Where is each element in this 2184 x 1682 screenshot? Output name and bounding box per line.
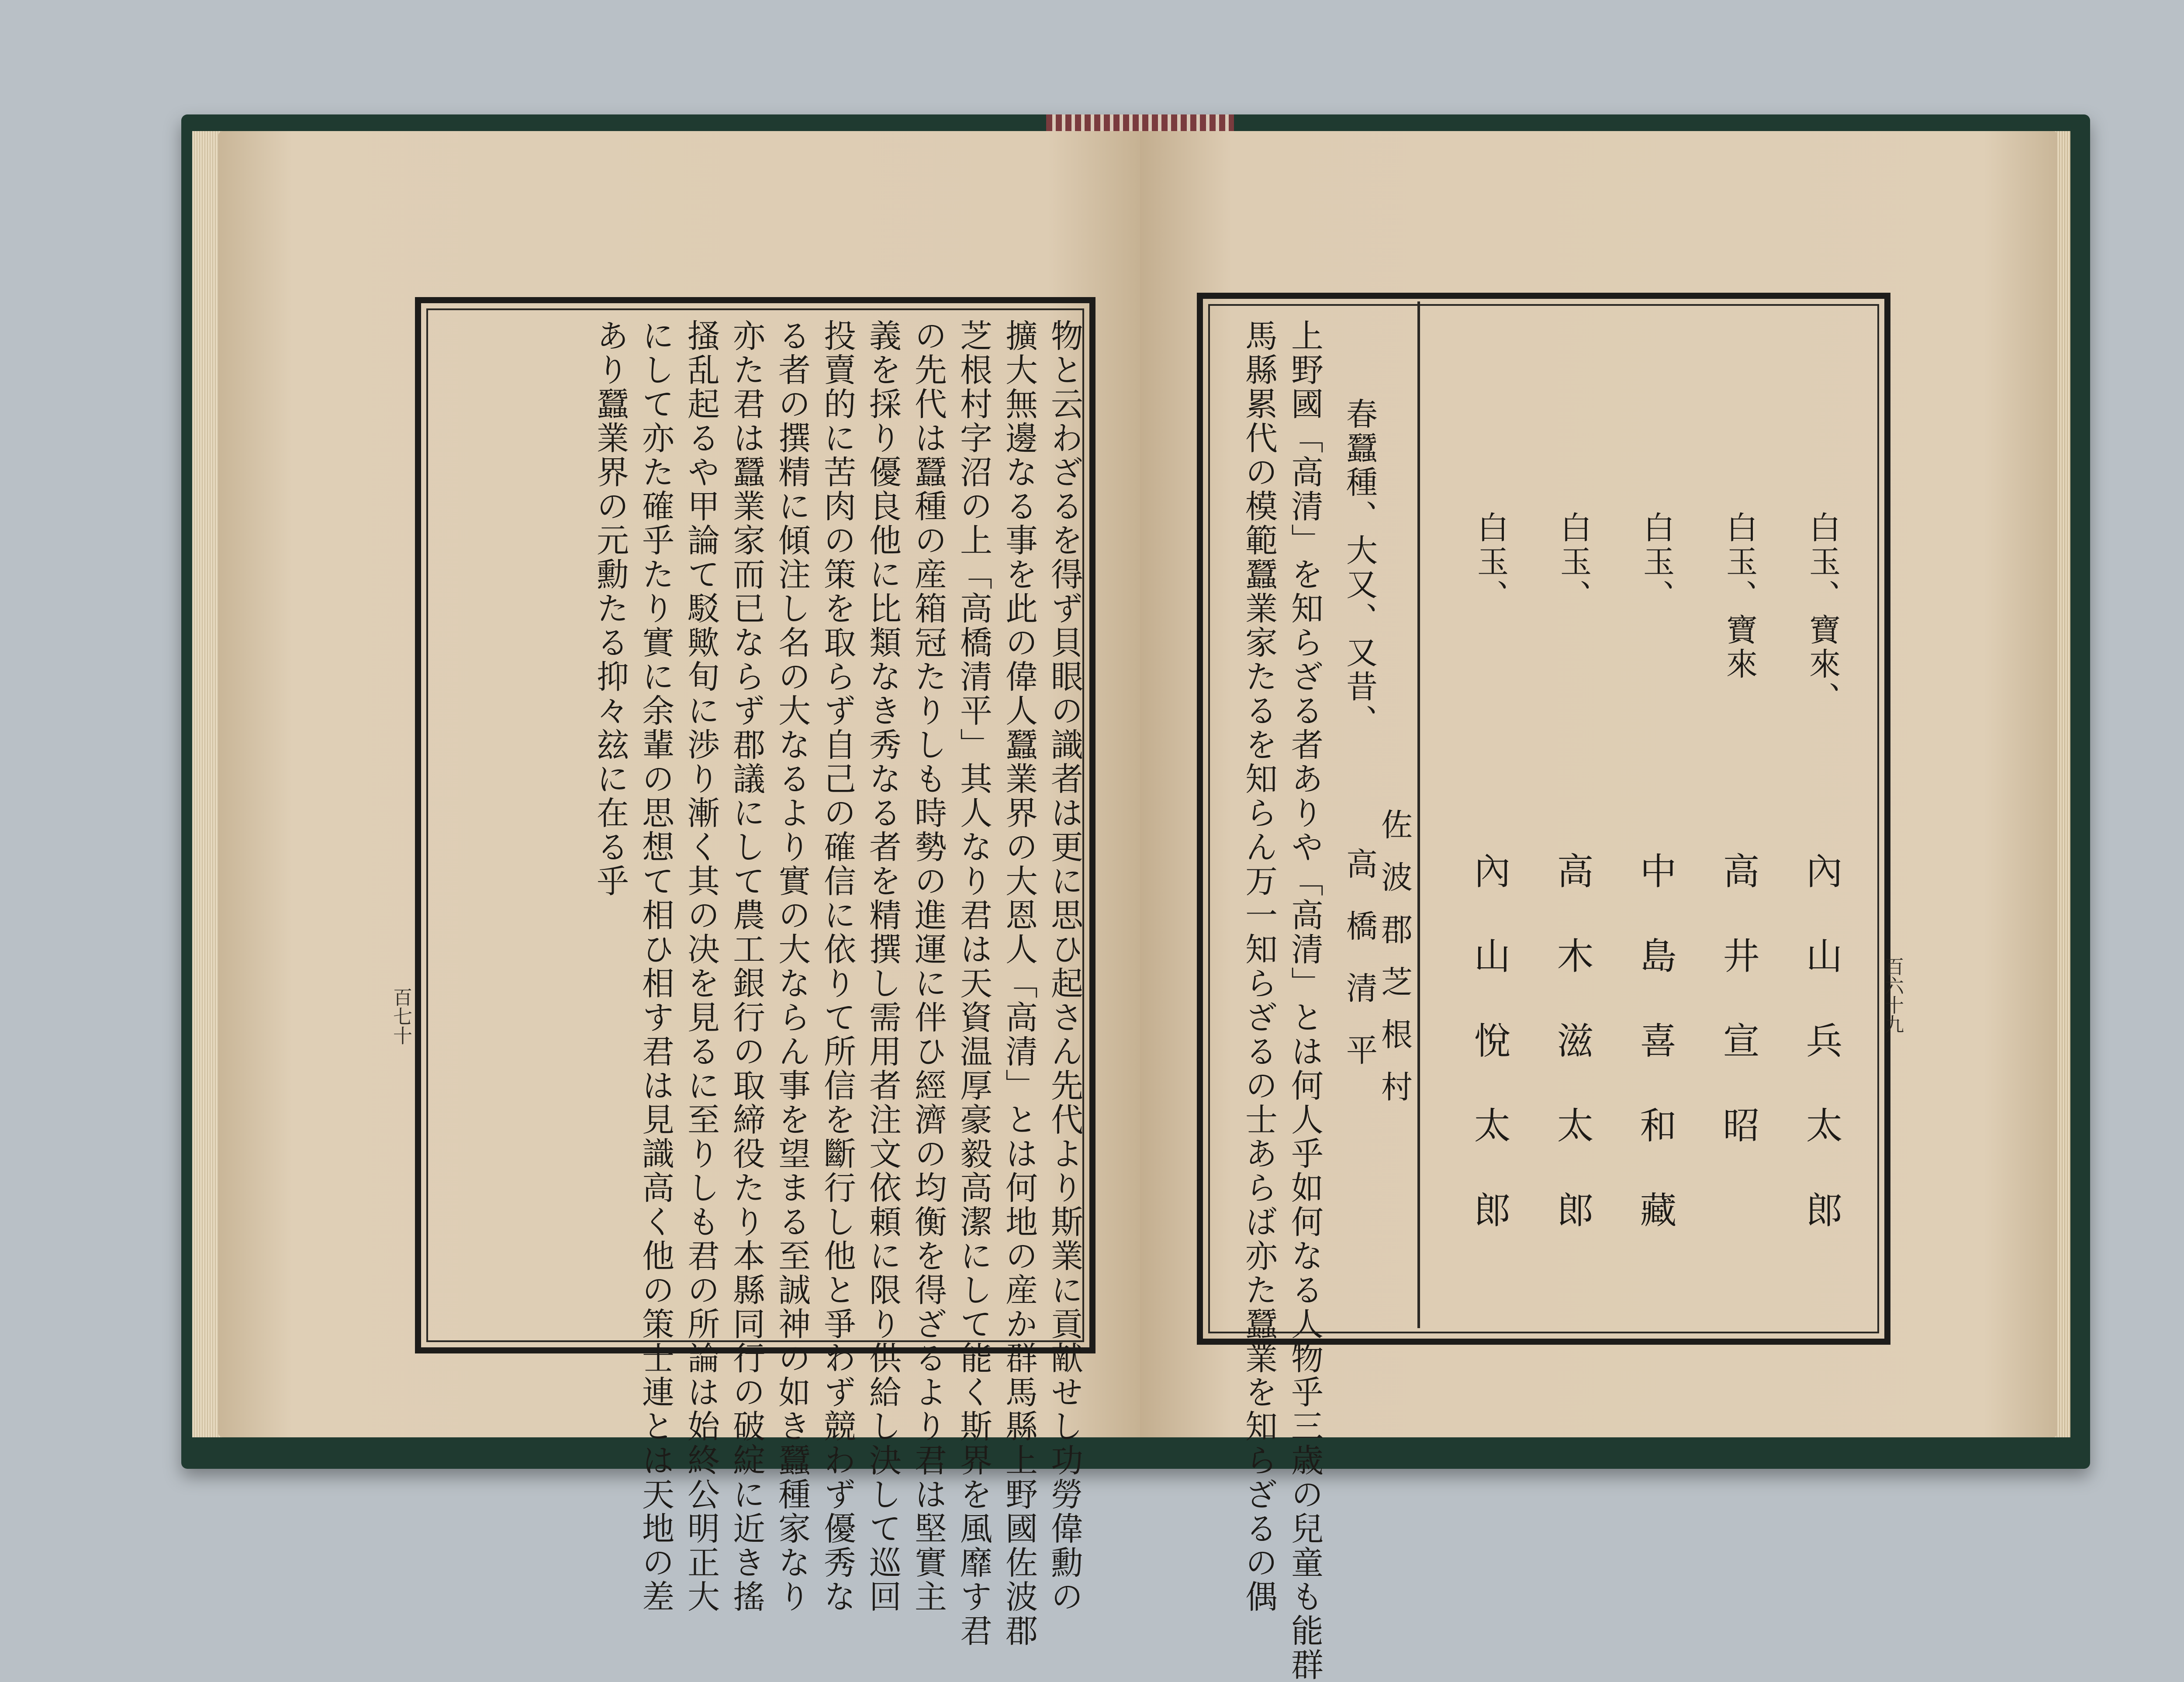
entry-variety: 白玉、寶來 (1721, 511, 1758, 682)
entry-variety: 白玉、 (1555, 511, 1592, 613)
body-text-column: 義を採り優良他に比類なき秀なる者を精撰し需用者注文依頼に限り供給し決して巡回 (864, 319, 902, 1614)
column-divider (1417, 301, 1420, 1328)
entry-name: 內山兵太郎 (1800, 852, 1843, 1276)
body-text-column: 擴大無邊なる事を此の偉人蠶業界の大恩人「高清」とは何地の産か群馬縣上野國佐波郡 (1000, 319, 1038, 1648)
body-text-column: 投賣的に苦肉の策を取らず自己の確信に依りて所信を斷行し他と爭わず競わず優秀な (819, 319, 856, 1614)
breeder-address: 佐波郡芝根村 (1376, 808, 1413, 1123)
bio-text-column: 上野國「高清」を知らざる者ありや「高清」とは何人乎如何なる人物乎三歳の兒童も能群 (1286, 319, 1324, 1682)
body-text-column: 物と云わざるを得ず貝眼の識者は更に思ひ起さん先代より斯業に貢献せし功勞偉勳の (1046, 319, 1083, 1614)
entry-variety: 白玉、寶來、 (1804, 511, 1841, 716)
body-text-column: 搔乱起るや甲論て駁歟旬に渉り漸く其の决を見るに至りしも君の所論は始終公明正大 (682, 319, 720, 1614)
bio-text-column: 馬縣累代の模範蠶業家たるを知らん万一知らざるの士あらば亦た蠶業を知らざるの偶 (1240, 319, 1278, 1614)
right-page-number: 百六十九 (1881, 957, 1904, 1034)
entry-variety: 白玉、 (1472, 511, 1509, 613)
body-text-column: の先代は蠶種の産箱冠たりしも時勢の進運に伴ひ經濟の均衡を得ざるより君は堅實主 (909, 319, 947, 1614)
breeder-name: 高橋清平 (1341, 848, 1378, 1096)
breeder-kind: 春蠶種、大又、又昔、 (1341, 398, 1378, 738)
body-text-column: にして亦た確乎たり實に余輩の思想て相ひ相す君は見識高く他の策士連とは天地の差 (637, 319, 674, 1614)
body-text-column: あり蠶業界の元勳たる抑々玆に在る乎 (591, 319, 629, 898)
entry-name: 內山悅太郎 (1468, 852, 1511, 1276)
entry-name: 高木滋太郎 (1551, 852, 1594, 1276)
body-text-column: 亦た君は蠶業家而已ならず郡議にして農工銀行の取締役たり本縣同行の破綻に近き搖 (728, 319, 765, 1614)
entry-name: 高井宣昭 (1717, 852, 1760, 1191)
body-text-column: る者の撰精に傾注し名の大なるより實の大ならん事を望まる至誠神の如き蠶種家なり (773, 319, 811, 1614)
entry-name: 中島喜和藏 (1634, 852, 1677, 1276)
left-page-number: 百七十 (390, 987, 412, 1045)
body-text-column: 芝根村字沼の上「高橋清平」其人なり君は天資温厚豪毅高潔にして能く斯界を風靡す君 (955, 319, 992, 1648)
entry-variety: 白玉、 (1638, 511, 1675, 613)
